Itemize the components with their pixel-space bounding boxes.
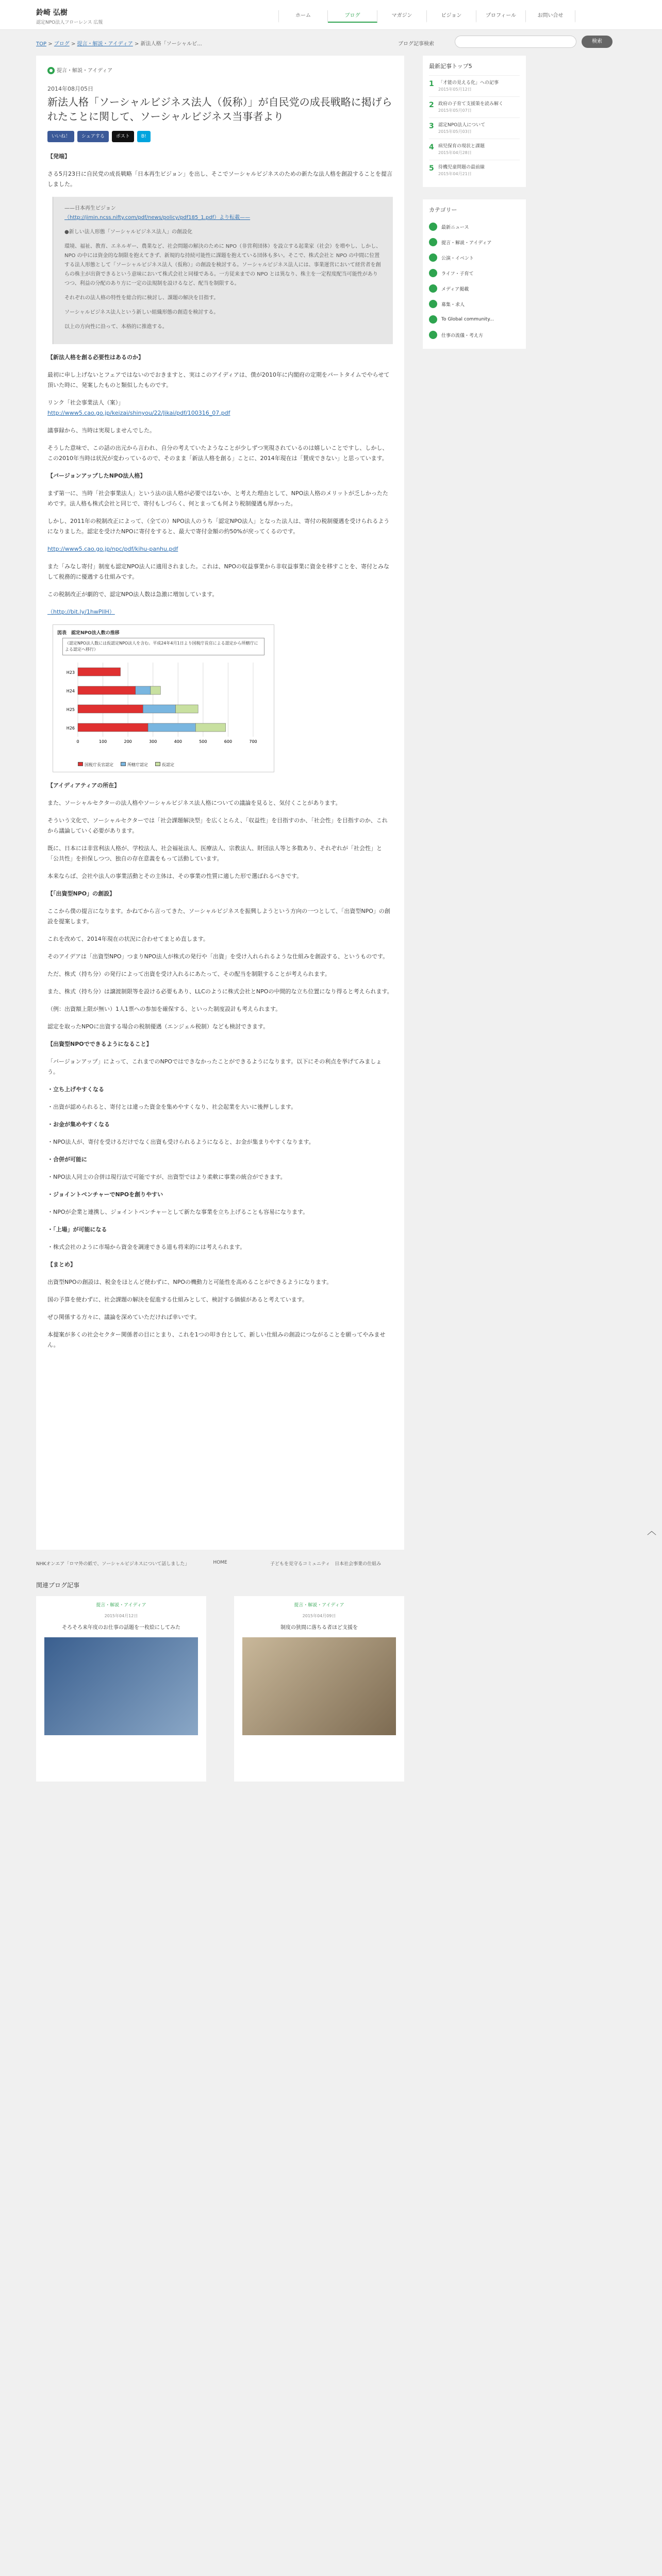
chart-bar [78, 705, 143, 713]
paragraph: 本提案が多くの社会セクター関係者の目にとまり、これを1つの叩き台として、新しい仕組みの創設につながることを願ってやみません。 [47, 1331, 386, 1348]
chart-x-tick: 400 [174, 739, 182, 744]
chart-legend-label: 国税庁長官認定 [85, 762, 113, 767]
article-category[interactable] [47, 66, 393, 74]
chart-title: 図表 認定NPO法人数の推移 [57, 631, 120, 636]
chart-x-tick: 700 [249, 739, 257, 744]
ranking-item[interactable] [429, 117, 520, 139]
related-card[interactable] [36, 1596, 206, 1782]
category-label: 募集・求人 [441, 302, 465, 308]
ranking-number: 5 [429, 164, 434, 173]
related-heading: 関連ブログ記事 [36, 1582, 80, 1589]
ranking-title: 政府の子育て支援策を読み解く [438, 101, 504, 107]
chart-category-label: H23 [66, 670, 75, 675]
article [36, 56, 404, 1550]
section-heading: 【発端】 [47, 153, 70, 160]
list-item: ・出資が認められると、寄付とは違った資金を集めやすくなり、社会起業を大いに後押しします。 [47, 1104, 297, 1110]
chart-note: （認定NPO法人数には仮認定NPO法人を含む。平成24年4月1日より国税庁長官による認定から所轄庁による認定へ移行） [62, 638, 264, 655]
ranking-title: 待機児童問題の最前線 [438, 165, 485, 170]
chart-bar [78, 668, 121, 676]
category-icon [429, 269, 437, 277]
category-icon [429, 315, 437, 324]
chart-bar [78, 723, 148, 732]
ranking-number: 2 [429, 101, 434, 109]
next-post-link[interactable]: 子どもを見守るコミュニティ 日本社会事業の仕組み [270, 1562, 382, 1567]
share-bar [47, 131, 393, 142]
category-icon [429, 300, 437, 308]
breadcrumb-sep: > [48, 41, 53, 47]
ranking-title: 認定NPO法人について [438, 123, 486, 128]
back-to-top-icon[interactable]: ︿ [647, 1526, 656, 1537]
chart-category-label: H25 [66, 707, 75, 712]
breadcrumb-category[interactable]: 提言・解説・アイディア [77, 41, 133, 47]
chart-legend-item [121, 762, 148, 768]
section-heading: 【出資型NPOでできるようになること】 [47, 1041, 152, 1047]
paragraph: 認定を取ったNPOに出資する場合の税制優遇（エンジェル税制）なども検討できます。 [47, 1023, 269, 1030]
paragraph: ぜひ関係する方々に、議論を深めていただければ幸いです。 [47, 1314, 201, 1320]
category-label: メディア掲載 [441, 286, 469, 292]
link-kihu-panhu[interactable]: http://www5.cao.go.jp/npc/pdf/kihu-panhu.pdf [47, 546, 178, 552]
chart-x-tick: 300 [149, 739, 157, 744]
quote-paragraph: 環境、福祉、教育、エネルギー、農業など、社会問題の解決のために NPO（非営利団体）を設立する起業家（社会）を増やし、しかし、NPO の中には資金的な制限を抱えてきず、新規的な持続可能性に課題を抱えている団体も多い。そこで、株式会社と NPO の中間に位置する法人形態として「ソーシャルビジネス法人（仮称）」の創設を検討する。ソーシャルビジネス法人には、事業運営において経営者を創らの株主が出資できるという意味において株式会社と同様である。一方従来までの NPO とは異なり、株主を一定程度配当可能性がありつつ、利益の分配のあり方に一定の法規制を設けるなど、配当を制限する。 [64, 244, 382, 286]
paragraph: 本来ならば、会社や法人の事業活動とその主体は、その事業の性質に適した形で選ばれるべきです。 [47, 873, 303, 879]
list-heading: ・「上場」が可能になる [47, 1226, 107, 1233]
ranking-date: 2015年05月07日 [438, 108, 472, 113]
breadcrumb-blog[interactable]: ブログ [54, 41, 70, 47]
section-heading: 【まとめ】 [47, 1261, 76, 1268]
breadcrumb-top[interactable]: TOP [36, 41, 47, 47]
chart-bar [148, 723, 195, 732]
related-card[interactable] [234, 1596, 404, 1782]
list-item: ・NPOが企業と連携し、ジョイントベンチャーとして新たな事業を立ち上げることも容易になります。 [47, 1209, 309, 1215]
list-heading: ・ジョイントベンチャーでNPOを創りやすい [47, 1191, 163, 1198]
post-pager [36, 1560, 404, 1567]
breadcrumb-current: 新法人格「ソーシャルビ... [140, 41, 202, 47]
paragraph: 最初に申し上げないとフェアではないのでおきますと、実はこのアイディアは、僕が2010年に内閣府の定期をパートタイムでやらせて頂いた時に、発案したものと類似したものです。 [47, 371, 390, 388]
paragraph: また「みなし寄付」制度も認定NPO法人に適用されました。これは、NPOの収益事業から非収益事業に資金を移すことを、寄付とみなして税務的に優遇する仕組みです。 [47, 563, 390, 580]
blockquote [53, 197, 393, 344]
paragraph: 「バージョンアップ」によって、これまでのNPOではできなかったことができるようになります。以下にその利点を挙げてみましょう。 [47, 1058, 382, 1075]
chart-category-label: H26 [66, 726, 75, 731]
paragraph: また、株式（持ち分）は譲渡制限等を設ける必要もあり、LLCのように株式会社とNPOの中間的な立ち位置になり得ると考えられます。 [47, 988, 393, 995]
category-item[interactable] [429, 219, 520, 234]
chart-x-tick: 100 [98, 739, 107, 744]
list-heading: ・合併が可能に [47, 1156, 87, 1163]
chart-x-tick: 600 [224, 739, 233, 744]
chart-bar [78, 686, 136, 694]
ranking-number: 4 [429, 143, 434, 151]
paragraph: この税制改正が劇的で、認定NPO法人数は急激に増加しています。 [47, 591, 218, 598]
chart-legend-item [155, 762, 174, 768]
sidebar [423, 56, 526, 361]
prev-post-link[interactable]: NHKオンエア「ロマ外の紙で、ソーシャルビジネスについて話しました」 [36, 1562, 190, 1567]
list-item: ・株式会社のように市場から資金を調達できる道も将来的には考えられます。 [47, 1244, 246, 1250]
chart-legend-label: 所轄庁認定 [127, 762, 148, 767]
category-icon [429, 331, 437, 339]
home-link[interactable]: HOME [213, 1560, 227, 1565]
ranking-title: 「才能の見える化」への記事 [438, 80, 499, 86]
chart-plot [57, 657, 269, 760]
chart-bar [195, 723, 225, 732]
ranking-item[interactable] [429, 160, 520, 181]
quote-source-link[interactable]: （http://jimin.ncss.nifty.com/pdf/news/policy/pdf185_1.pdf）より転載—— [64, 215, 251, 221]
chart-bar [136, 686, 151, 694]
paragraph: ただ、株式（持ち分）の発行によって出資を受け入れるにあたって、その配当を制限することが考えられます。 [47, 971, 330, 977]
category-icon [429, 238, 437, 246]
ranking-title: 病児保育の現状と課題 [438, 144, 485, 149]
ranking-date: 2015年04月28日 [438, 150, 472, 155]
category-label: ライフ・子育て [441, 271, 474, 277]
nav-blog[interactable]: ブログ [328, 10, 377, 23]
category-box [423, 199, 526, 349]
paragraph: まず第一に、当時「社会事業法人」という法の法人格が必要ではないか、と考えた理由として、NPO法人格のメリットが乏しかったためです。法人格も株式会社と同じで、寄付もしづらく、何とまっても何より税制優遇も厚かった。 [47, 490, 388, 507]
chart-x-tick: 0 [76, 739, 79, 744]
paragraph: （例：出資額上限が無い）1人1票への参加を確保する、といった制度設計も考えられます。 [47, 1006, 282, 1012]
article-date: 2014年08月05日 [47, 86, 93, 92]
category-icon [429, 284, 437, 293]
search-label: ブログ記事検索 [398, 41, 434, 47]
ranking-date: 2015年05月03日 [438, 129, 472, 134]
category-label: 公演・イベント [441, 256, 474, 261]
facebook-share-button[interactable]: シェアする [77, 131, 109, 142]
chart-bar [151, 686, 160, 694]
chart-bar [143, 705, 175, 713]
ranking-date: 2015年05月12日 [438, 87, 472, 92]
category-item[interactable] [429, 312, 520, 327]
section-heading: 【バージョンアップしたNPO法人格】 [47, 472, 146, 479]
category-label: 提言・解説・アイディア [441, 240, 492, 246]
related-date: 2015年04月09日 [302, 1614, 336, 1618]
ranking-item[interactable] [429, 75, 520, 96]
article-title: 新法人格「ソーシャルビジネス法人（仮称）」が自民党の成長戦略に掲げられたことに関して、ソーシャルビジネス当事者より [47, 96, 392, 123]
hatena-bookmark-button[interactable]: B! [137, 131, 151, 142]
nav-magazine[interactable]: マガジン [377, 10, 427, 23]
category-label: 仕事の流儀・考え方 [441, 333, 484, 338]
category-label: 最新ニュース [441, 225, 469, 230]
category-item[interactable] [429, 265, 520, 281]
ranking-item[interactable] [429, 96, 520, 117]
paragraph: 既に、日本には非営利法人格が、学校法人、社会福祉法人、医療法人、宗教法人、財団法人等と多数あり、それぞれが「社会性」と「公共性」を担保しつつ、独自の存在意義をもって活動しています。 [47, 845, 382, 862]
breadcrumb [36, 39, 202, 47]
category-icon [429, 223, 437, 231]
category-label: To Global community... [441, 317, 494, 322]
chart-x-tick: 200 [124, 739, 132, 744]
paragraph: 国の予算を使わずに、社会課題の解決を促進する仕組みとして、検討する価値があると考えています。 [47, 1296, 308, 1303]
nav-contact[interactable]: お問い合せ [526, 10, 575, 23]
paragraph: そうした意味で、この話の出元から言われ、自分の考えていたようなことが少しずつ実現されているのは嬉しいことですし、しかし、この2010年当時は状況が変わっているので、そのまま「新法人格を創る」ことに、2014年現在は「賛成できない」と思っています。 [47, 445, 388, 462]
breadcrumb-sep: > [71, 41, 76, 47]
chart-legend-item [78, 762, 113, 768]
paragraph: さる5月23日に自民党の成長戦略「日本再生ビジョン」を出し、そこでソーシャルビジネスのための新たな法人格を創設することを提言しました。 [47, 171, 393, 188]
quote-paragraph: それぞれの法人格の特性を総合的に検討し、課題の解決を目指す。 [64, 295, 219, 301]
ranking-item[interactable] [429, 139, 520, 160]
quote-source-label: ——日本再生ビジョン [64, 206, 116, 211]
breadcrumb-sep: > [135, 41, 139, 47]
section-heading: 【「出資型NPO」の創設】 [47, 890, 115, 897]
category-item[interactable] [429, 234, 520, 250]
x-post-button[interactable]: ポスト [112, 131, 134, 142]
category-icon: ● [47, 67, 55, 74]
paragraph: そういう文化で、ソーシャルセクターでは「社会課題解決型」を広くとらえ、「収益性」を目指すのか、「社会性」を目指すのか、これから議論していく必要があります。 [47, 817, 388, 834]
quote-paragraph: 以上の方向性に沿って、本格的に推進する。 [64, 324, 168, 330]
site-title[interactable]: 鈴崎 弘樹 [36, 9, 68, 17]
chart-bar [175, 705, 198, 713]
link-shakai-jigyo[interactable]: http://www5.cao.go.jp/keizai/shinyou/22/Jikai/pdf/100316_07.pdf [47, 410, 230, 416]
paragraph: これを改めて、2014年現在の状況に合わせてまとめ直します。 [47, 936, 209, 942]
search-input[interactable] [455, 36, 576, 48]
list-item: ・NPO法人同士の合併は現行法で可能ですが、出資型ではより柔軟に事業の統合ができます。 [47, 1174, 286, 1180]
toolbar [0, 30, 662, 56]
nav-profile[interactable]: プロフィール [476, 10, 526, 23]
category-item[interactable] [429, 281, 520, 296]
chart-x-tick: 500 [199, 739, 207, 744]
nav-vision[interactable]: ビジョン [427, 10, 476, 23]
ranking-number: 3 [429, 122, 434, 130]
related-category: 提言・解説・アイディア [294, 1603, 344, 1608]
site-description: 認定NPO法人フローレンス 広報 [36, 20, 103, 25]
related-date: 2015年04月12日 [104, 1614, 138, 1618]
paragraph: しかし、2011年の税制改正によって、（全ての）NPO法人のうち「認定NPO法人」となった法人は、寄付の税制優遇を受けられるようになりました。認定を受けたNPOに寄付をすると、最大で寄付金額の約50%が戻ってくるのです。 [47, 518, 390, 535]
section-heading: 【新法人格を創る必要性はあるのか】 [47, 354, 144, 361]
link-bitly[interactable]: （http://bit.ly/1hwPllH） [47, 608, 115, 615]
ranking-box [423, 56, 526, 187]
related-thumbnail [44, 1637, 198, 1735]
nav-home[interactable]: ホーム [278, 10, 328, 23]
list-heading: ・立ち上げやすくなる [47, 1086, 104, 1093]
chart-legend [78, 762, 270, 768]
related-title: 制度の狭間に落ちる者ほど支援を [280, 1625, 358, 1631]
list-heading: ・お金が集めやすくなる [47, 1121, 110, 1128]
facebook-like-button[interactable]: いいね！ [47, 131, 74, 142]
category-item[interactable] [429, 327, 520, 343]
paragraph: 議事録から、当時は実現しませんでした。 [47, 427, 155, 434]
npo-chart [53, 624, 274, 772]
global-nav [278, 10, 575, 23]
ranking-title: 最新記事トップ5 [429, 63, 472, 70]
related-thumbnail [242, 1637, 396, 1735]
quote-paragraph: ソーシャルビジネス法人という新しい組織形態の創造を検討する。 [64, 310, 219, 315]
paragraph: 出資型NPOの創設は、税金をほとんど使わずに、NPOの機動力と可能性を高めることができるようになります。 [47, 1279, 333, 1285]
search-button[interactable]: 検索 [582, 36, 613, 48]
category-icon [429, 253, 437, 262]
chart-category-label: H24 [66, 689, 75, 693]
category-item[interactable] [429, 296, 520, 312]
ranking-number: 1 [429, 80, 434, 88]
related-category: 提言・解説・アイディア [96, 1603, 146, 1608]
category-title: カテゴリー [429, 207, 457, 213]
paragraph: そのアイデアは「出資型NPO」つまりNPO法人が株式の発行や「出資」を受け入れられるような仕組みを創設する、というものです。 [47, 953, 389, 960]
paragraph: ここから僕の提言になります。かねてから言ってきた、ソーシャルビジネスを振興しようという方向の一つとして、「出資型NPO」の創設を提案します。 [47, 908, 390, 925]
category-item[interactable] [429, 250, 520, 265]
ranking-date: 2015年04月21日 [438, 172, 472, 176]
list-item: ・NPO法人が、寄付を受けるだけでなく出資も受けられるようになると、お金が集まりやすくなります。 [47, 1139, 315, 1145]
quote-heading: ●新しい法人形態「ソーシャルビジネス法人」の創設化 [64, 229, 193, 235]
chart-legend-label: 仮認定 [162, 762, 174, 767]
related-title: そろそろ来年度のお仕事の話題を一枚絵にしてみた [62, 1625, 180, 1631]
header [0, 0, 662, 30]
category-label: 提言・解説・アイディア [57, 68, 113, 74]
link-label: リンク「社会事業法人（案）」 [47, 399, 124, 406]
section-heading: 【アイディアティアの所在】 [47, 782, 120, 789]
paragraph: また、ソーシャルセクターの法人格やソーシャルビジネス法人格についての議論を見ると、気付くことがあります。 [47, 800, 341, 806]
